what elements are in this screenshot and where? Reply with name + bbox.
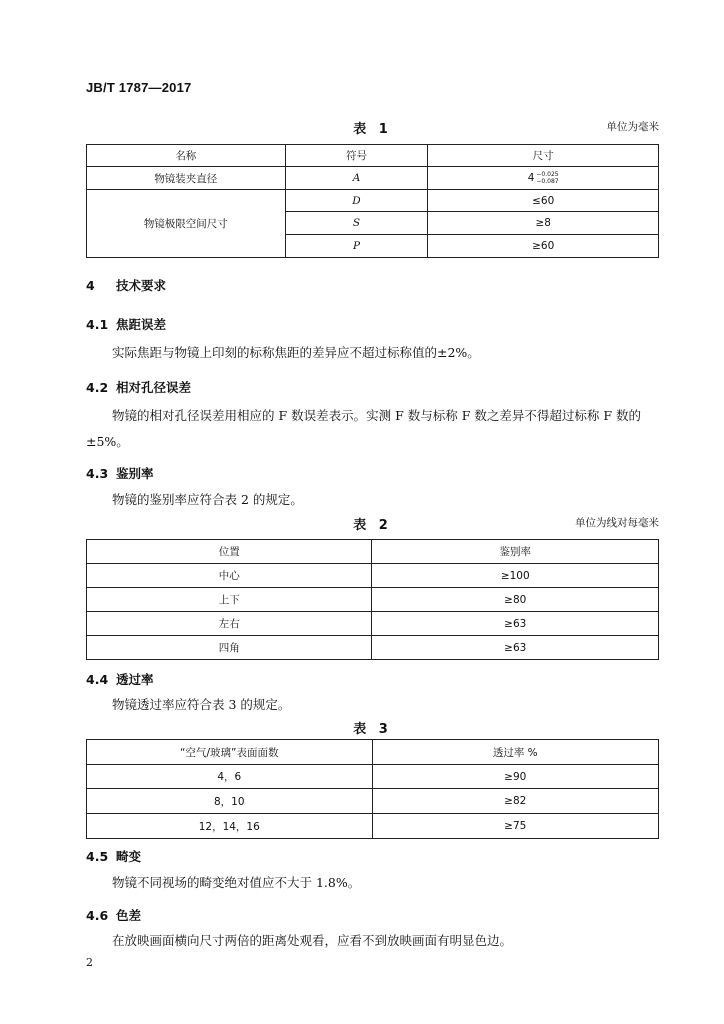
- table-row: [87, 564, 659, 588]
- section-heading: [86, 670, 154, 688]
- section-title: 焦距误差: [116, 317, 167, 332]
- table-cell: 中心: [87, 564, 372, 588]
- table-row: [87, 612, 659, 636]
- paragraph: 在放映画面横向尺寸两倍的距离处观看，应看不到放映画面有明显色边。: [112, 933, 513, 948]
- section-heading: [86, 276, 166, 294]
- table-header-row: [87, 145, 659, 167]
- table-row: [87, 789, 659, 814]
- header-cell: 鉴别率: [372, 540, 659, 564]
- section-number: 4: [86, 278, 95, 293]
- symbol-cell: S: [285, 212, 428, 235]
- table2-caption-row: [86, 514, 659, 532]
- section-title: 色差: [116, 908, 142, 923]
- table3-caption-row: [86, 718, 659, 736]
- table-cell: 4，6: [87, 765, 373, 789]
- table1-caption-row: [86, 118, 659, 136]
- table-cell: ≥80: [372, 588, 659, 612]
- table1-unit: 单位为毫米: [606, 121, 659, 133]
- paragraph: 物镜的鉴别率应符合表 2 的规定。: [112, 492, 303, 507]
- section-number: 4.3: [86, 466, 109, 481]
- table1: [86, 144, 659, 258]
- header-cell: 名称: [87, 145, 286, 167]
- section-heading: [86, 464, 154, 482]
- section-number: 4.6: [86, 908, 109, 923]
- section-title: 相对孔径误差: [116, 380, 192, 395]
- size-cell: ≥8: [428, 212, 659, 235]
- header-cell: 尺寸: [428, 145, 659, 167]
- table3: [86, 739, 659, 839]
- tolerance-value: [528, 171, 559, 185]
- table-cell: ≥100: [372, 564, 659, 588]
- symbol-cell: P: [285, 235, 428, 258]
- table-cell: ≥63: [372, 636, 659, 660]
- section-number: 4.4: [86, 672, 109, 687]
- section-heading: [86, 847, 141, 865]
- size-cell: ≥60: [428, 235, 659, 258]
- table-row: [87, 765, 659, 789]
- size-cell: [428, 167, 659, 190]
- section-number: 4.5: [86, 849, 109, 864]
- table-row: [87, 588, 659, 612]
- table-cell: 四角: [87, 636, 372, 660]
- section-title: 畸变: [116, 849, 142, 864]
- table-cell: 物镜装夹直径: [87, 167, 286, 190]
- section-title: 鉴别率: [116, 466, 154, 481]
- table-cell: ≥75: [372, 814, 659, 839]
- table2-caption: 表 2: [353, 518, 392, 533]
- table-cell: ≥82: [372, 789, 659, 814]
- header-cell: 透过率 %: [372, 740, 659, 765]
- table-row: [87, 814, 659, 839]
- tolerance-lower: −0.087: [536, 178, 559, 185]
- section-heading: [86, 906, 141, 924]
- size-cell: ≤60: [428, 190, 659, 212]
- header-cell: 符号: [285, 145, 428, 167]
- table-cell: ≥90: [372, 765, 659, 789]
- table2: [86, 539, 659, 660]
- section-title: 透过率: [116, 672, 154, 687]
- section-heading: [86, 315, 166, 333]
- size-base: 4: [527, 172, 535, 184]
- tolerance: [536, 171, 558, 185]
- table3-caption: 表 3: [353, 722, 392, 737]
- table-cell: 左右: [87, 612, 372, 636]
- section-number: 4.2: [86, 380, 109, 395]
- table-row: [87, 190, 659, 212]
- table-header-row: [87, 740, 659, 765]
- table-row: [87, 167, 659, 190]
- section-number: 4.1: [86, 317, 109, 332]
- table-cell: 上下: [87, 588, 372, 612]
- page-number: 2: [86, 956, 93, 969]
- symbol-cell: D: [285, 190, 428, 212]
- header-cell: 位置: [87, 540, 372, 564]
- header-cell: “空气/玻璃”表面面数: [87, 740, 373, 765]
- table-cell: ≥63: [372, 612, 659, 636]
- table2-unit: 单位为线对每毫米: [575, 517, 659, 529]
- paragraph: 物镜不同视场的畸变绝对值应不大于 1.8%。: [112, 875, 361, 890]
- section-heading: [86, 378, 191, 396]
- paragraph: 物镜透过率应符合表 3 的规定。: [112, 697, 291, 712]
- document-id: JB/T 1787—2017: [86, 80, 192, 95]
- tolerance-upper: −0.025: [536, 171, 559, 178]
- paragraph: 实际焦距与物镜上印刻的标称焦距的差异应不超过标称值的±2%。: [112, 345, 480, 360]
- section-title: 技术要求: [116, 278, 167, 293]
- table-cell: 8，10: [87, 789, 373, 814]
- symbol-cell: A: [285, 167, 428, 190]
- table-row: [87, 636, 659, 660]
- table-header-row: [87, 540, 659, 564]
- table1-caption: 表 1: [353, 122, 392, 137]
- table-cell: 物镜极限空间尺寸: [87, 190, 286, 258]
- paragraph: 物镜的相对孔径误差用相应的 F 数误差表示。实测 F 数与标称 F 数之差异不得超过标称 F 数的±5%。: [86, 408, 641, 449]
- table-cell: 12，14，16: [87, 814, 373, 839]
